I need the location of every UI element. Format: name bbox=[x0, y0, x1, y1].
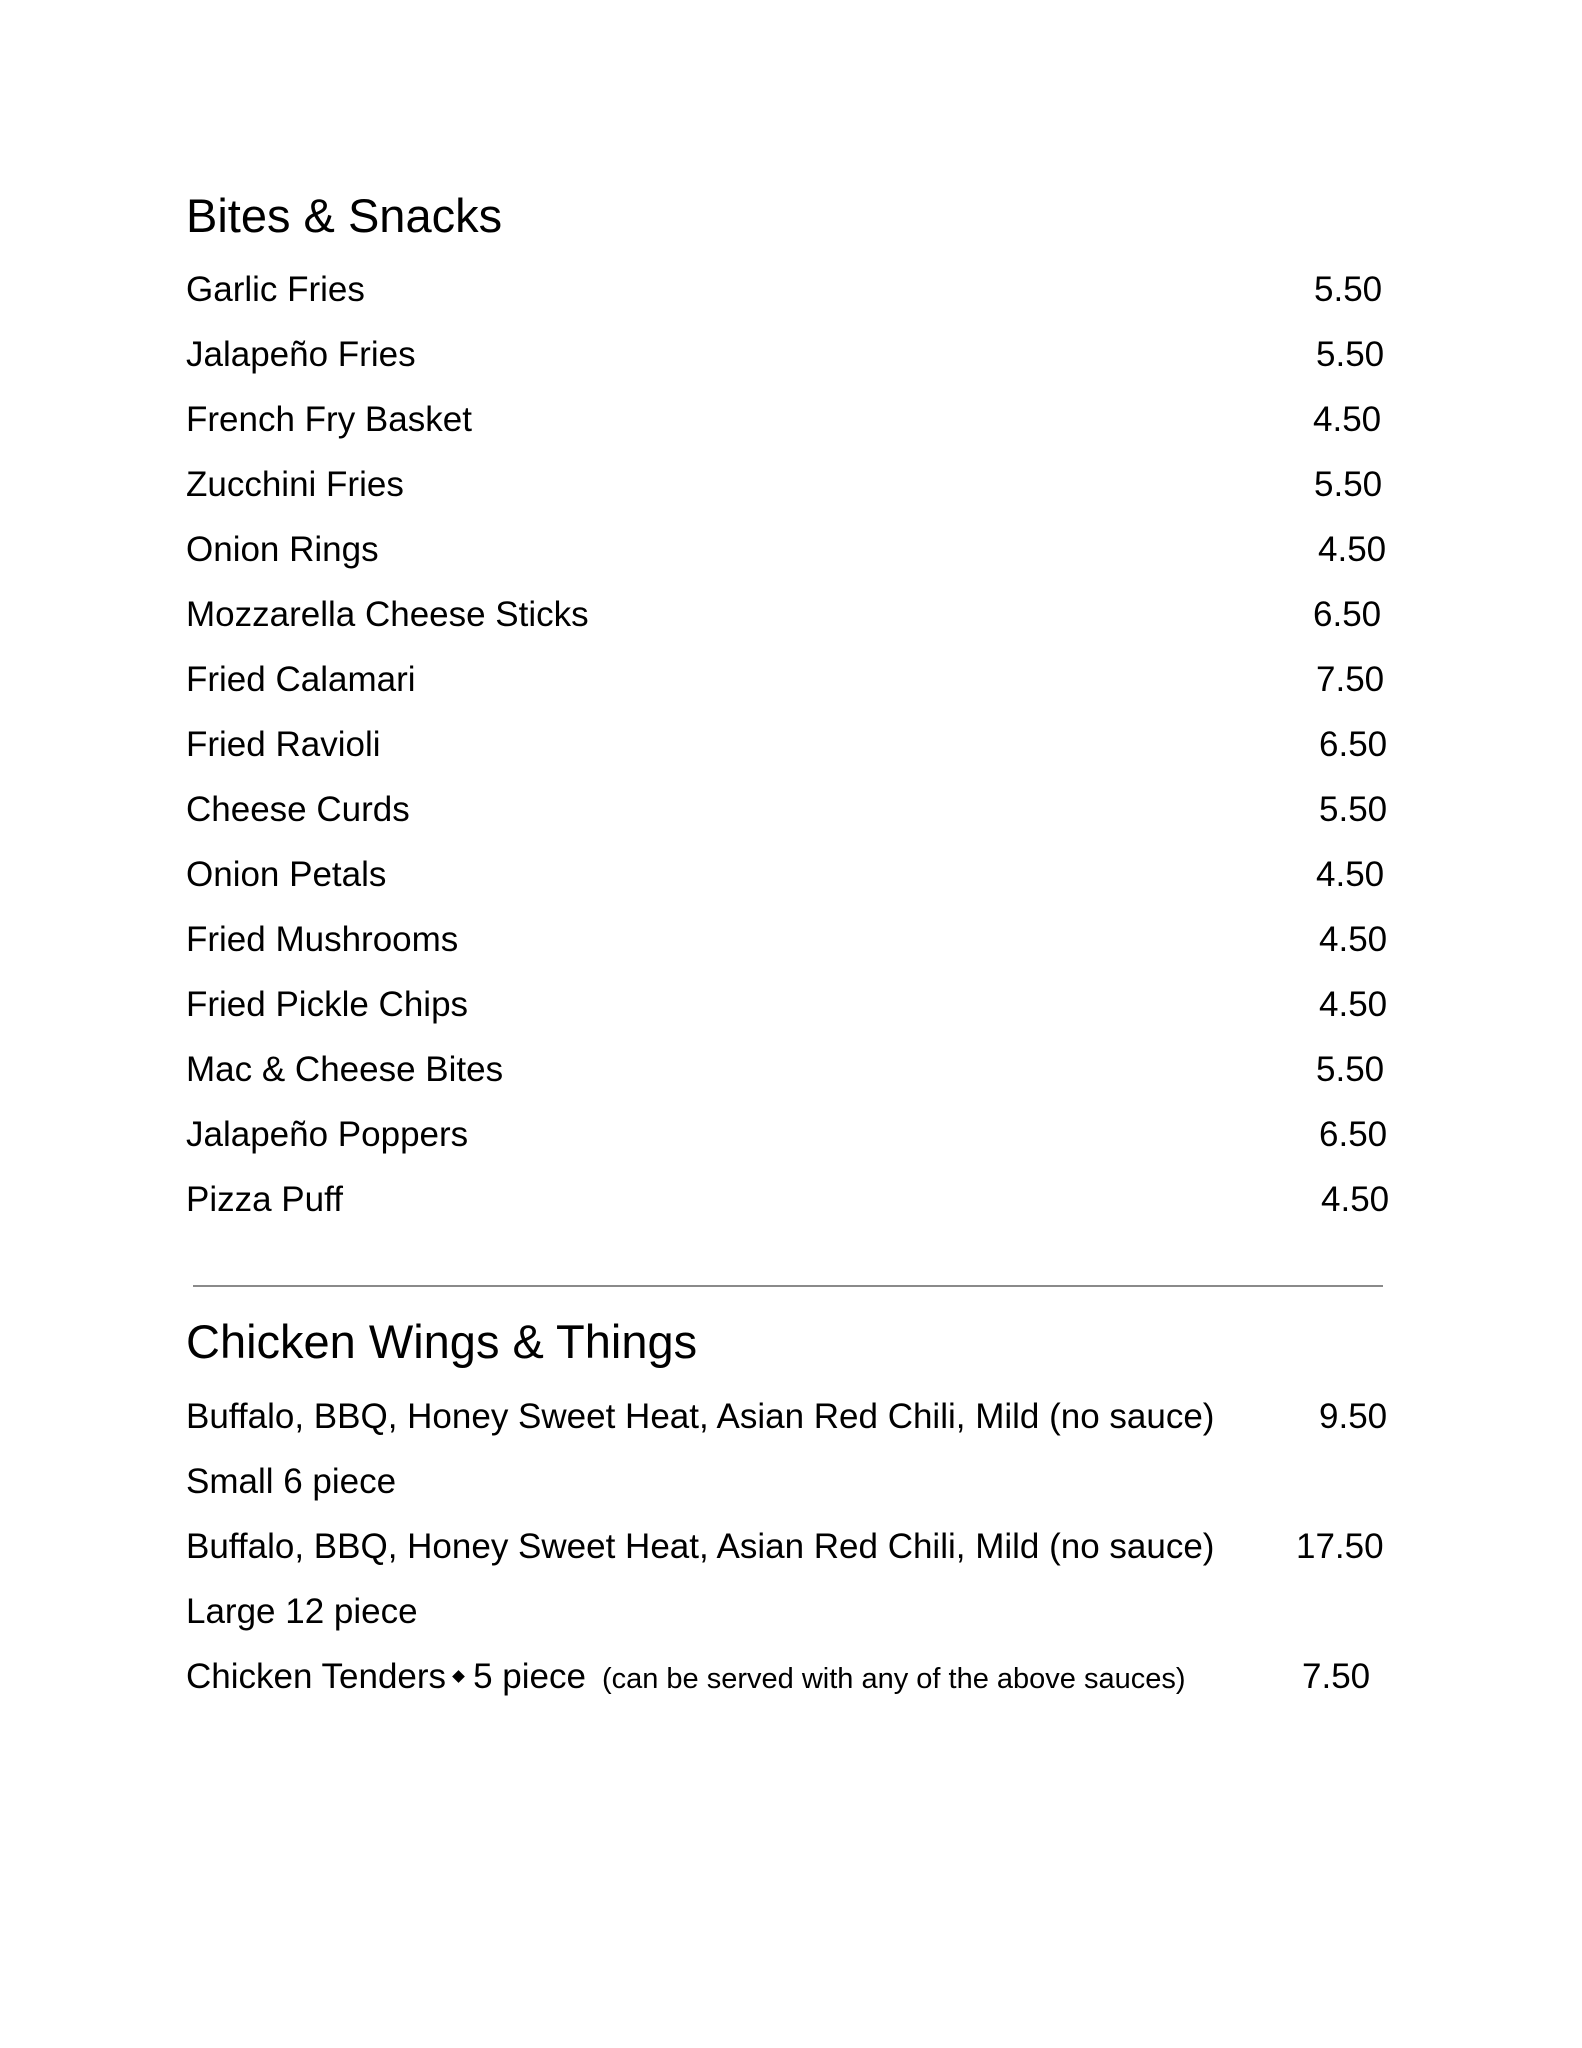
item-name: Garlic Fries bbox=[186, 270, 365, 309]
menu-item bbox=[186, 850, 1391, 900]
wings-small-size-row bbox=[186, 1457, 1391, 1507]
wings-large-size-row bbox=[186, 1587, 1391, 1637]
menu-item bbox=[186, 1110, 1391, 1160]
tenders-pieces: 5 piece bbox=[473, 1657, 586, 1696]
menu-item bbox=[186, 330, 1391, 380]
item-price: 4.50 bbox=[1319, 985, 1388, 1024]
item-name: Mozzarella Cheese Sticks bbox=[186, 595, 589, 634]
item-price: 4.50 bbox=[1316, 855, 1385, 894]
menu-item bbox=[186, 785, 1391, 835]
item-price: 4.50 bbox=[1321, 1180, 1390, 1219]
chicken-tenders-row bbox=[186, 1652, 1391, 1702]
item-price: 5.50 bbox=[1319, 790, 1388, 829]
menu-item bbox=[186, 915, 1391, 965]
item-price: 4.50 bbox=[1319, 920, 1388, 959]
item-price: 7.50 bbox=[1316, 660, 1385, 699]
tenders-note: (can be served with any of the above sauces) bbox=[601, 1663, 1186, 1695]
item-name: Jalapeño Fries bbox=[186, 335, 416, 374]
item-price: 4.50 bbox=[1318, 530, 1387, 569]
item-price: 9.50 bbox=[1319, 1397, 1388, 1436]
menu-item bbox=[186, 655, 1391, 705]
item-name: Cheese Curds bbox=[186, 790, 410, 829]
item-name: French Fry Basket bbox=[186, 400, 472, 439]
menu-item bbox=[186, 1175, 1391, 1225]
section-title-bites: Bites & Snacks bbox=[186, 189, 503, 242]
item-price: 5.50 bbox=[1314, 465, 1383, 504]
item-name: Onion Rings bbox=[186, 530, 379, 569]
wings-size-label: Large 12 piece bbox=[186, 1592, 418, 1631]
menu-item bbox=[186, 980, 1391, 1030]
item-name: Pizza Puff bbox=[186, 1180, 343, 1219]
item-price: 5.50 bbox=[1316, 1050, 1385, 1089]
tenders-name: Chicken Tenders bbox=[186, 1657, 447, 1696]
item-name: Fried Pickle Chips bbox=[186, 985, 469, 1024]
item-name: Jalapeño Poppers bbox=[186, 1115, 469, 1154]
section-divider bbox=[193, 1285, 1383, 1287]
menu-item bbox=[186, 265, 1391, 315]
item-price: 5.50 bbox=[1314, 270, 1383, 309]
diamond-bullet-icon bbox=[452, 1670, 465, 1683]
wings-small-row bbox=[186, 1392, 1391, 1442]
item-name: Mac & Cheese Bites bbox=[186, 1050, 504, 1089]
item-price: 5.50 bbox=[1316, 335, 1385, 374]
wings-sauce-list: Buffalo, BBQ, Honey Sweet Heat, Asian Red Chili, Mild (no sauce) bbox=[186, 1527, 1215, 1566]
tenders-name-group bbox=[186, 1652, 1186, 1704]
item-price: 4.50 bbox=[1313, 400, 1382, 439]
item-name: Fried Mushrooms bbox=[186, 920, 459, 959]
item-name: Onion Petals bbox=[186, 855, 387, 894]
item-price: 7.50 bbox=[1302, 1657, 1371, 1696]
item-name: Zucchini Fries bbox=[186, 465, 404, 504]
item-price: 6.50 bbox=[1319, 1115, 1388, 1154]
item-name: Fried Calamari bbox=[186, 660, 416, 699]
menu-item bbox=[186, 590, 1391, 640]
menu-item bbox=[186, 460, 1391, 510]
menu-item bbox=[186, 395, 1391, 445]
item-price: 17.50 bbox=[1296, 1527, 1384, 1566]
wings-size-label: Small 6 piece bbox=[186, 1462, 397, 1501]
wings-sauce-list: Buffalo, BBQ, Honey Sweet Heat, Asian Red Chili, Mild (no sauce) bbox=[186, 1397, 1215, 1436]
item-price: 6.50 bbox=[1313, 595, 1382, 634]
item-name: Fried Ravioli bbox=[186, 725, 381, 764]
menu-item bbox=[186, 1045, 1391, 1095]
wings-large-row bbox=[186, 1522, 1391, 1572]
item-price: 6.50 bbox=[1319, 725, 1388, 764]
menu-item bbox=[186, 525, 1391, 575]
menu-item bbox=[186, 720, 1391, 770]
section-title-wings: Chicken Wings & Things bbox=[186, 1315, 698, 1368]
